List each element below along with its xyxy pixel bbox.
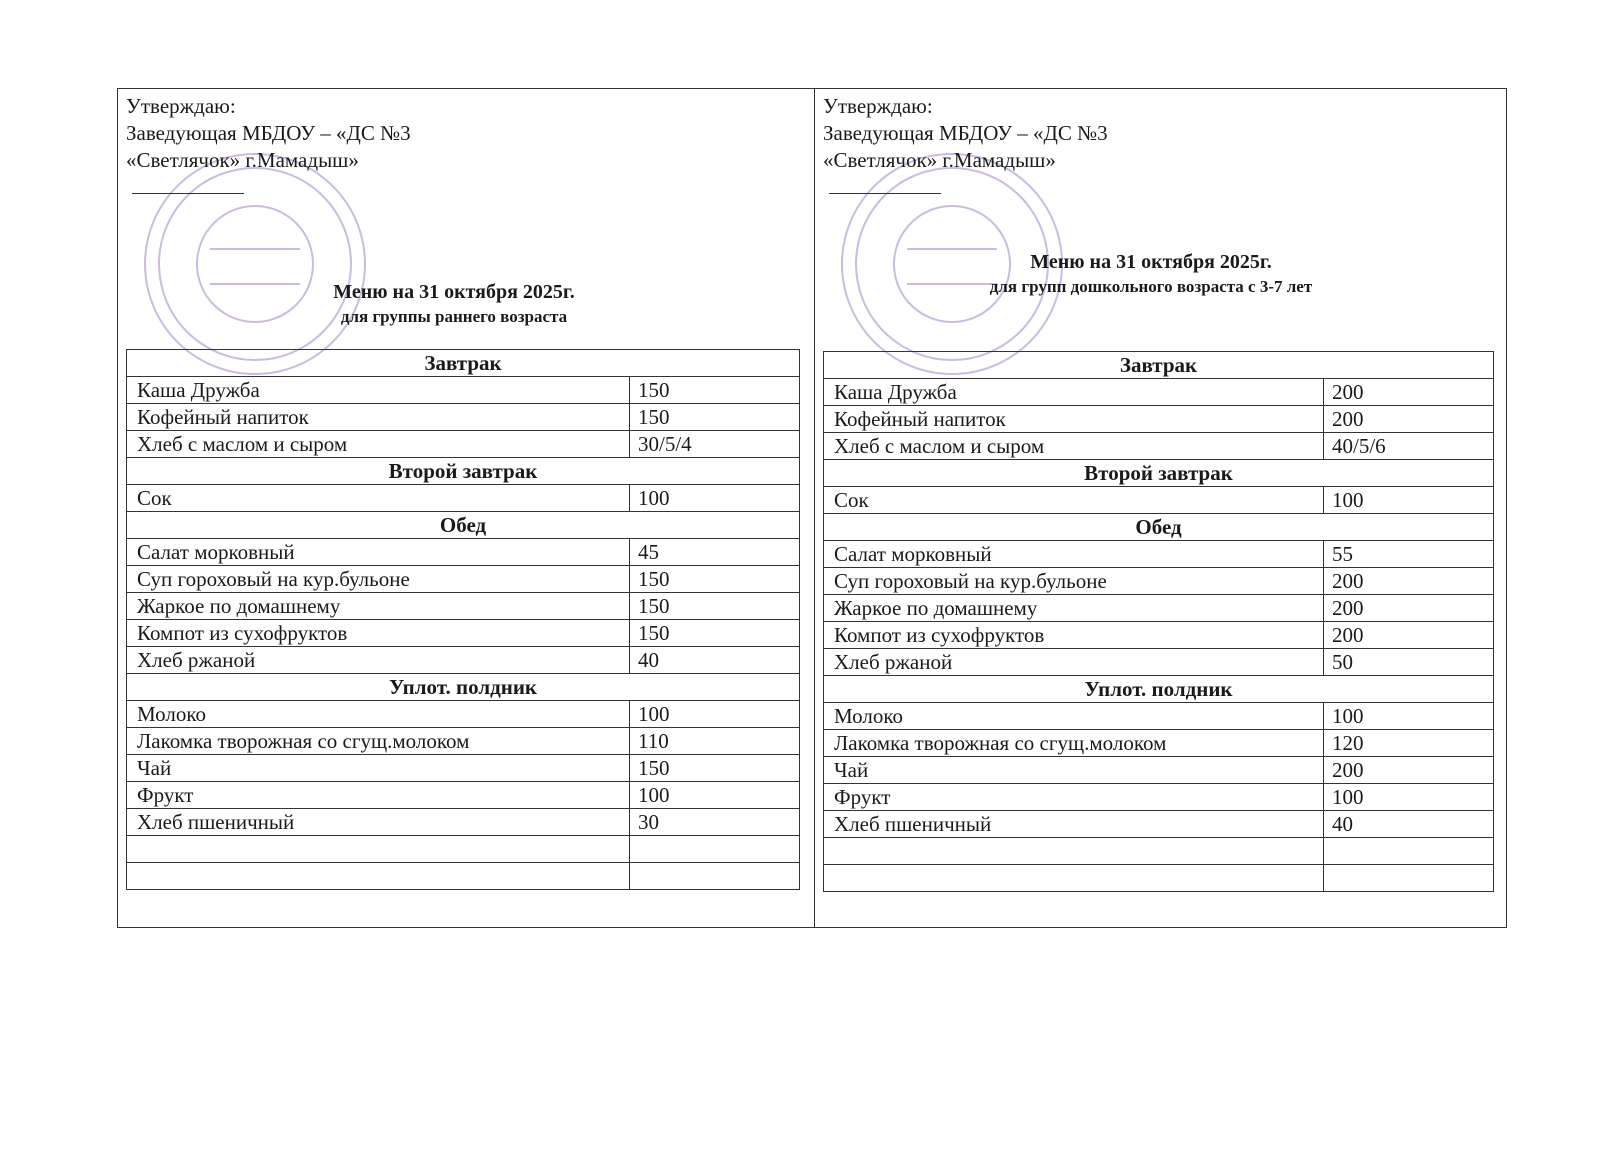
table-row: [824, 379, 1494, 406]
table-row: [824, 784, 1494, 811]
section-row: [824, 676, 1494, 703]
dish-name: Лакомка творожная со сгущ.молоком: [824, 730, 1324, 757]
table-row: [127, 485, 800, 512]
table-row: [127, 377, 800, 404]
menu-sheet: [117, 88, 1507, 928]
empty-cell: [630, 836, 800, 863]
menu-table: [126, 349, 800, 890]
signature-line: [829, 193, 941, 194]
table-row: [824, 703, 1494, 730]
approval-line: Утверждаю:: [126, 94, 236, 118]
dish-amount: 100: [630, 485, 800, 512]
dish-amount: 30: [630, 809, 800, 836]
dish-amount: 150: [630, 593, 800, 620]
dish-amount: 100: [1324, 487, 1494, 514]
dish-name: Хлеб пшеничный: [127, 809, 630, 836]
dish-amount: 150: [630, 566, 800, 593]
dish-amount: 100: [1324, 703, 1494, 730]
section-row: [824, 460, 1494, 487]
section-title: Завтрак: [824, 352, 1494, 379]
signature-line: [132, 193, 244, 194]
table-row: [127, 809, 800, 836]
dish-name: Хлеб ржаной: [824, 649, 1324, 676]
dish-amount: 40: [1324, 811, 1494, 838]
dish-amount: 200: [1324, 406, 1494, 433]
dish-name: Суп гороховый на кур.бульоне: [127, 566, 630, 593]
seal-stamp-icon: [140, 149, 370, 379]
table-row: [824, 649, 1494, 676]
dish-amount: 100: [630, 782, 800, 809]
table-row: [127, 539, 800, 566]
dish-amount: 200: [1324, 379, 1494, 406]
dish-name: Сок: [824, 487, 1324, 514]
dish-name: Хлеб пшеничный: [824, 811, 1324, 838]
dish-name: Жаркое по домашнему: [127, 593, 630, 620]
menu-title-block: [304, 279, 604, 329]
dish-name: Фрукт: [127, 782, 630, 809]
table-row: [824, 622, 1494, 649]
dish-amount: 150: [630, 620, 800, 647]
approval-line: Заведующая МБДОУ – «ДС №3: [823, 121, 1108, 145]
dish-amount: 100: [1324, 784, 1494, 811]
table-row: [127, 728, 800, 755]
approval-block: [126, 93, 411, 174]
table-row: [127, 647, 800, 674]
empty-row: [824, 838, 1494, 865]
dish-name: Чай: [824, 757, 1324, 784]
dish-amount: 110: [630, 728, 800, 755]
menu-table: [823, 351, 1494, 892]
table-row: [824, 595, 1494, 622]
dish-amount: 40: [630, 647, 800, 674]
table-row: [127, 701, 800, 728]
dish-name: Компот из сухофруктов: [127, 620, 630, 647]
dish-amount: 200: [1324, 568, 1494, 595]
approval-line: Утверждаю:: [823, 94, 933, 118]
empty-cell: [127, 863, 630, 890]
dish-name: Сок: [127, 485, 630, 512]
section-title: Обед: [127, 512, 800, 539]
dish-name: Каша Дружба: [127, 377, 630, 404]
section-title: Завтрак: [127, 350, 800, 377]
dish-amount: 45: [630, 539, 800, 566]
section-row: [127, 458, 800, 485]
section-title: Уплот. полдник: [127, 674, 800, 701]
table-row: [824, 811, 1494, 838]
dish-name: Молоко: [824, 703, 1324, 730]
dish-name: Хлеб ржаной: [127, 647, 630, 674]
dish-name: Хлеб с маслом и сыром: [824, 433, 1324, 460]
empty-row: [824, 865, 1494, 892]
empty-cell: [1324, 865, 1494, 892]
dish-amount: 200: [1324, 595, 1494, 622]
table-row: [824, 568, 1494, 595]
table-row: [127, 566, 800, 593]
section-row: [127, 350, 800, 377]
dish-name: Молоко: [127, 701, 630, 728]
dish-amount: 150: [630, 404, 800, 431]
dish-amount: 55: [1324, 541, 1494, 568]
menu-title: Меню на 31 октября 2025г.: [333, 281, 575, 303]
table-row: [127, 404, 800, 431]
table-row: [127, 620, 800, 647]
table-row: [127, 431, 800, 458]
panel-preschool: [815, 89, 1507, 927]
empty-row: [127, 863, 800, 890]
dish-amount: 120: [1324, 730, 1494, 757]
dish-amount: 150: [630, 377, 800, 404]
table-row: [127, 782, 800, 809]
empty-row: [127, 836, 800, 863]
dish-amount: 150: [630, 755, 800, 782]
menu-title-block: [931, 249, 1371, 299]
approval-line: «Светлячок» г.Мамадыш»: [823, 148, 1056, 172]
empty-cell: [824, 865, 1324, 892]
approval-block: [823, 93, 1108, 174]
approval-line: «Светлячок» г.Мамадыш»: [126, 148, 359, 172]
menu-subtitle: для групп дошкольного возраста с 3-7 лет: [989, 277, 1313, 296]
dish-amount: 200: [1324, 757, 1494, 784]
dish-name: Салат морковный: [127, 539, 630, 566]
section-row: [824, 514, 1494, 541]
dish-amount: 40/5/6: [1324, 433, 1494, 460]
section-title: Второй завтрак: [824, 460, 1494, 487]
table-row: [824, 757, 1494, 784]
dish-amount: 200: [1324, 622, 1494, 649]
dish-name: Хлеб с маслом и сыром: [127, 431, 630, 458]
dish-amount: 100: [630, 701, 800, 728]
panel-early-age: [118, 89, 814, 927]
empty-cell: [630, 863, 800, 890]
section-title: Второй завтрак: [127, 458, 800, 485]
table-row: [127, 755, 800, 782]
empty-cell: [824, 838, 1324, 865]
section-title: Уплот. полдник: [824, 676, 1494, 703]
table-row: [824, 406, 1494, 433]
menu-title: Меню на 31 октября 2025г.: [1030, 251, 1272, 273]
section-title: Обед: [824, 514, 1494, 541]
dish-name: Кофейный напиток: [127, 404, 630, 431]
dish-name: Фрукт: [824, 784, 1324, 811]
section-row: [127, 674, 800, 701]
dish-name: Лакомка творожная со сгущ.молоком: [127, 728, 630, 755]
table-row: [824, 487, 1494, 514]
section-row: [824, 352, 1494, 379]
table-row: [127, 593, 800, 620]
dish-name: Жаркое по домашнему: [824, 595, 1324, 622]
dish-name: Чай: [127, 755, 630, 782]
dish-name: Салат морковный: [824, 541, 1324, 568]
menu-subtitle: для группы раннего возраста: [340, 307, 568, 326]
table-row: [824, 730, 1494, 757]
approval-line: Заведующая МБДОУ – «ДС №3: [126, 121, 411, 145]
section-row: [127, 512, 800, 539]
table-row: [824, 541, 1494, 568]
dish-amount: 30/5/4: [630, 431, 800, 458]
dish-name: Кофейный напиток: [824, 406, 1324, 433]
dish-name: Суп гороховый на кур.бульоне: [824, 568, 1324, 595]
dish-name: Компот из сухофруктов: [824, 622, 1324, 649]
table-row: [824, 433, 1494, 460]
dish-amount: 50: [1324, 649, 1494, 676]
empty-cell: [1324, 838, 1494, 865]
empty-cell: [127, 836, 630, 863]
dish-name: Каша Дружба: [824, 379, 1324, 406]
